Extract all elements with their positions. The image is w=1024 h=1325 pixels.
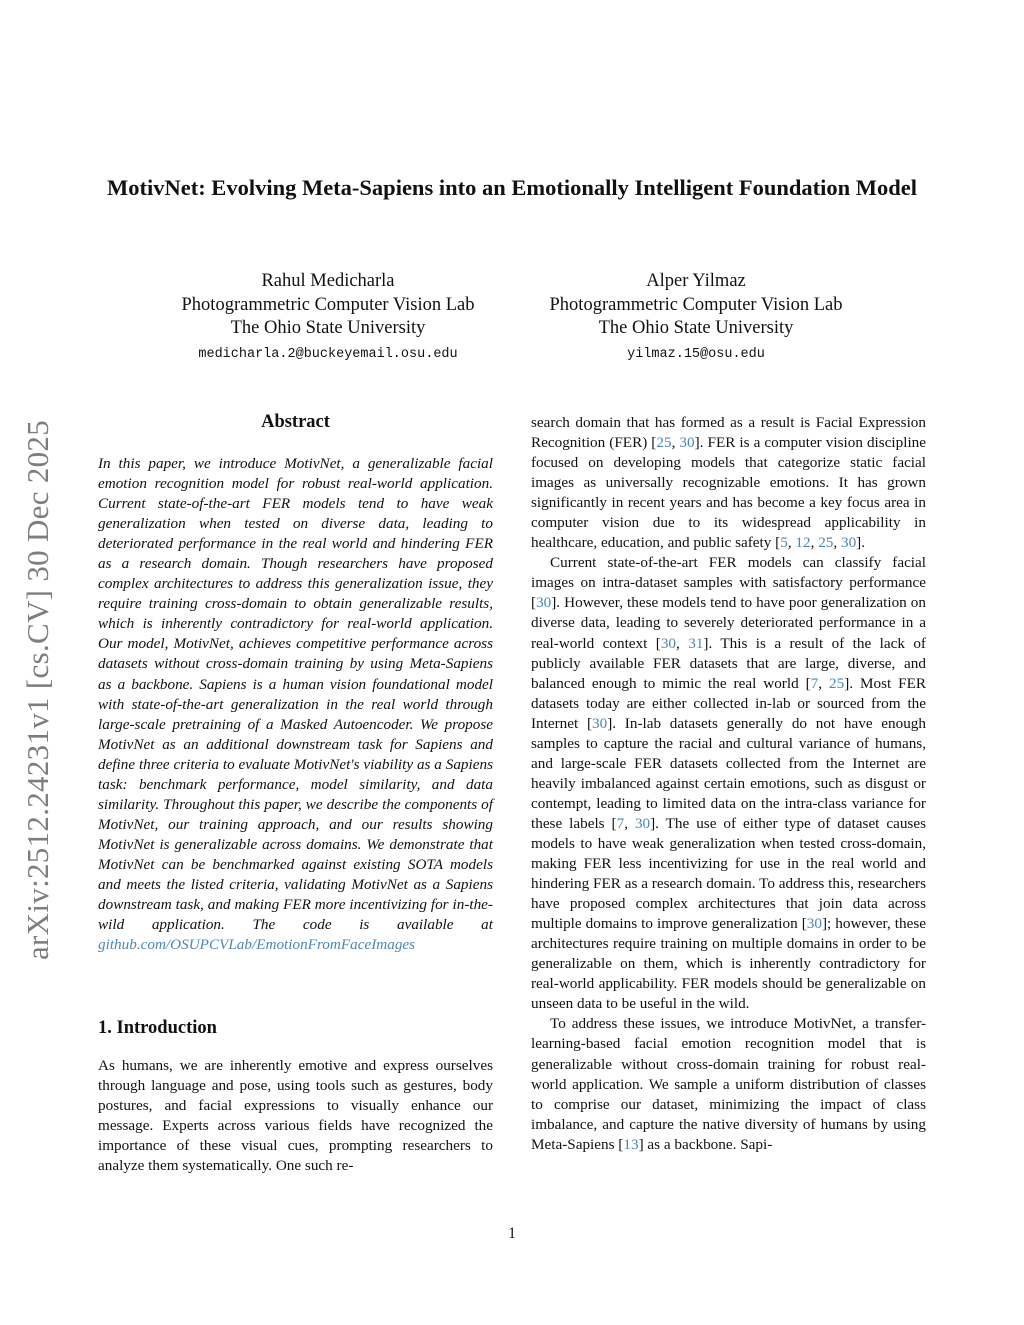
citation-link[interactable]: 25 xyxy=(829,674,845,692)
citation-link[interactable]: 30 xyxy=(806,915,822,933)
abstract-text: In this paper, we introduce MotivNet, a generalizable facial emotion recognition model for robust real-world application. Current state-of-the-art FER models tend to have weak generalization when tested on diverse data, leading to deteriorated performance in the real world and hindering FER as a research domain. Though researchers have proposed complex architectures to address this generalization issue, they require training cross-domain to obtain generalizable results, which is inherently contradictory for real-world application. Our model, MotivNet, achieves competitive performance across datasets without cross-domain training by using Meta-Sapiens as a backbone. Sapiens is a human vision foundational model with state-of-the-art generalization in the real world through large-scale pretraining of a Masked Autoencoder. We propose MotivNet as an additional downstream task for Sapiens and define three criteria to evaluate MotivNet's viability as a Sapiens task: benchmark performance, model similarity, and data similarity. Throughout this paper, we describe the components of MotivNet, our training approach, and our results showing MotivNet is generalizable across domains. We demonstrate that MotivNet can be benchmarked against existing SOTA models and meets the listed criteria, validating MotivNet as a Sapiens downstream task, and making FER more incentivizing for in-the-wild application. The code is available at xyxy=(98,455,493,934)
author-block-1 xyxy=(138,270,518,365)
citation-link[interactable]: 13 xyxy=(623,1135,639,1153)
arxiv-identifier: arXiv:2512.24231v1 [cs.CV] 30 Dec 2025 xyxy=(20,419,55,960)
author-name: Alper Yilmaz xyxy=(646,271,746,291)
citation-link[interactable]: 12 xyxy=(795,534,811,552)
author-university: The Ohio State University xyxy=(598,318,794,338)
author-university: The Ohio State University xyxy=(230,318,426,338)
citation-link[interactable]: 30 xyxy=(660,634,677,652)
citation-link[interactable]: 7 xyxy=(616,814,625,832)
page-number: 1 xyxy=(508,1225,516,1242)
citation-link[interactable]: 25 xyxy=(818,534,834,552)
intro-paragraph: To address these issues, we introduce MotivNet, a transfer-learning-based facial emotion recognition model that is generalizable without cross-domain training for robust real-world application. We sample a uniform distribution of classes to comprise our dataset, minimizing the impact of class imbalance, and capture the native diversity of humans by using Meta-Sapiens [13] as a backbone. Sapi- xyxy=(531,1015,926,1153)
abstract-body xyxy=(98,454,493,955)
citation-link[interactable]: 7 xyxy=(810,674,819,692)
citation-link[interactable]: 31 xyxy=(688,634,704,652)
author-lab: Photogrammetric Computer Vision Lab xyxy=(549,294,843,315)
citation-link[interactable]: 25 xyxy=(656,434,672,452)
citation-link[interactable]: 30 xyxy=(634,814,651,832)
paper-title: MotivNet: Evolving Meta-Sapiens into an Emotionally Intelligent Foundation Model xyxy=(106,175,918,200)
author-name: Rahul Medicharla xyxy=(261,271,395,291)
citation-link[interactable]: 30 xyxy=(592,714,608,732)
intro-paragraph: Current state-of-the-art FER models can classify facial images on intra-dataset samples with satisfactory performance [30]. However, these models tend to have poor generalization on diverse data, leading to severely deteriorated performance in a real-world context [30, 31]. This is a result of the lack of publicly available FER datasets that are large, diverse, and balanced enough to mimic the real world [7, 25]. Most FER datasets today are either collected in-lab or sourced from the Internet [30]. In-lab datasets generally do not have enough samples to capture the racial and cultural variance of humans, and large-scale FER datasets collected from the Internet are heavily imbalanced against certain emotions, such as disgust or contempt, leading to limited data on the intra-class variance for these labels [7, 30]. The use of either type of dataset causes models to have weak generalization when tested cross-domain, making FER less incentivizing for use in the real world and hindering FER as a research domain. To address this, researchers have proposed complex architectures that join data across multiple domains to improve generalization [30]; however, these architectures require training on multiple domains in order to be generalizable on them, which is inherently contradictory for real-world applicability. FER models should be generalizable on unseen data to be useful in the wild. xyxy=(531,554,926,1013)
author-block-2 xyxy=(506,270,886,365)
code-repository-link[interactable]: github.com/OSUPCVLab/EmotionFromFaceImages xyxy=(98,936,416,954)
intro-paragraph: As humans, we are inherently emotive and express ourselves through language and pose, using tools such as gestures, body postures, and facial expressions to visually enhance our message. Experts across various fields have recognized the importance of these visual cues, prompting researchers to analyze them systematically. One such re- xyxy=(98,1057,493,1175)
intro-paragraph-continued: search domain that has formed as a result is Facial Expression Recognition (FER) [25, 30]. FER is a computer vision discipline focused on developing models that categorize static facial images as universally recognizable emotions. It has grown significantly in recent years and has become a key focus area in computer vision due to its widespread applicability in healthcare, education, and public safety [5, 12, 25, 30]. xyxy=(531,414,927,552)
author-email: yilmaz.15@osu.edu xyxy=(627,346,765,362)
section-heading-introduction: 1. Introduction xyxy=(98,1018,217,1039)
author-email: medicharla.2@buckeyemail.osu.edu xyxy=(198,346,458,362)
citation-link[interactable]: 30 xyxy=(679,434,695,452)
left-column xyxy=(98,410,493,1176)
right-column xyxy=(531,413,926,1155)
citation-link[interactable]: 30 xyxy=(840,534,857,552)
author-lab: Photogrammetric Computer Vision Lab xyxy=(181,294,475,315)
citation-link[interactable]: 30 xyxy=(536,594,552,612)
citation-link[interactable]: 5 xyxy=(780,534,788,552)
abstract-heading: Abstract xyxy=(261,412,330,432)
